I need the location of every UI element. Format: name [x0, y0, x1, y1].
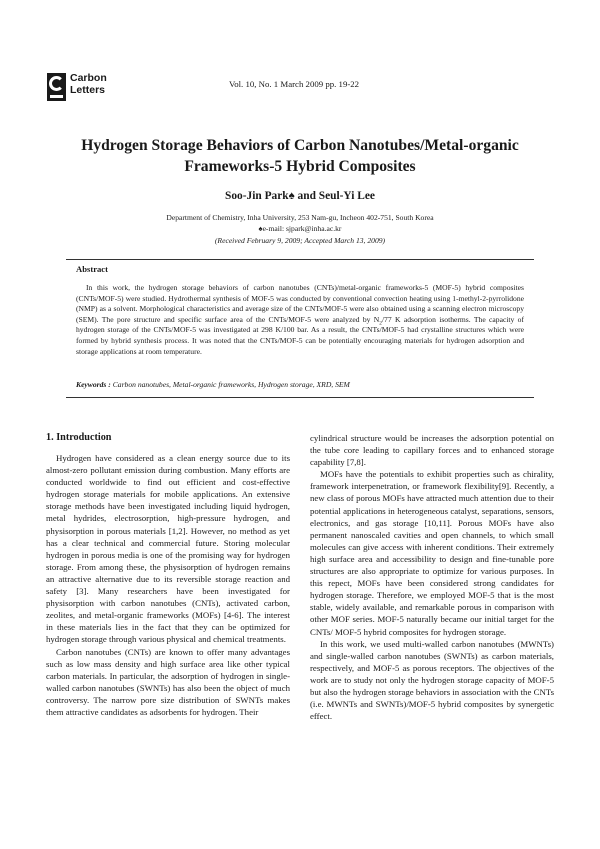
logo-text [70, 72, 107, 96]
abstract-top-rule [66, 259, 534, 260]
abstract-subscript: 2 [379, 320, 382, 327]
keywords-text: Carbon nanotubes, Metal-organic frameworks, Hydrogen storage, XRD, SEM [112, 380, 350, 389]
paragraph: Carbon nanotubes (CNTs) are known to offer many advantages such as low mass density and high surface area like other typical carbon materials. In particular, the adsorption of hydrogen in single-walled carbon nanotubes (SWNTs) has also been the object of much controversy. The narrow pore size distribution of SWNTs makes them attractive candidates as adsorbents for hydrogen. Their [46, 646, 290, 717]
abstract-bottom-rule [66, 397, 534, 398]
title-line-2: Frameworks-5 Hybrid Composites [184, 158, 416, 175]
authors: Soo-Jin Park♠ and Seul-Yi Lee [225, 190, 375, 202]
abstract-heading: Abstract [76, 264, 108, 274]
logo-line-2: Letters [70, 84, 106, 96]
journal-info: Vol. 10, No. 1 March 2009 pp. 19-22 [229, 79, 360, 89]
paragraph: cylindrical structure would be increases the adsorption potential on the tube core leading to capillary forces and to enhanced storage capability [7,8]. [310, 433, 554, 468]
keywords [76, 380, 524, 389]
abstract-text-part-2: /77 K adsorption isotherms. The capacity of hydrogen storage of the CNTs/MOF-5 was investigated at 298 K/100 bar. As a result, the CNTs/MOF-5 had crystalline structures which were formed by hybrid synthesis process. It was noted that the CNTs/MOF-5 can be potentially encouraging materials for hydrogen adsorption and storage applications at room temperature. [76, 314, 525, 356]
right-column [310, 432, 554, 722]
keywords-label: Keywords : [76, 380, 111, 389]
section-heading-introduction: 1. Introduction [46, 432, 112, 443]
received-dates: (Received February 9, 2009; Accepted March 13, 2009) [214, 235, 386, 245]
left-column [46, 452, 290, 718]
paragraph: MOFs have the potentials to exhibit properties such as chirality, framework interpenetration, or framework flexibility[9]. Recently, a new class of porous MOFs have attracted much attention due to their potential applications in heterogeneous catalyst, separations, sensors, electronics, and gas storage [10,11]. Porous MOFs have also permanent nanoscaled cavities and open channels, to which small molecules can give access with inherent conditions. Their extremely high surface area and accessibility to design and fine-tunable pore structures are also appropriate to optimize for various purposes. In this repect, MOFs have been considered strong candidates for hydrogen storage. Therefore, we employed MOF-5 that is the most stable, widely available, and remarkable porous in comparison with other MOF series. MOF-5 naturally became our initial target for the CNTs/ MOF-5 hybrid composites for hydrogen storage. [310, 469, 554, 637]
paragraph: In this work, we used multi-walled carbon nanotubes (MWNTs) and single-walled carbon nanotubes (SWNTs) as carbon materials, respectively, and MOF-5 as porous receptors. The objectives of the work are to study not only the hydrogen storage capacity of MOF-5 but also the hydrogen storage behaviors in association with the CNTs (i.e. MWNTs and SWNTs)/MOF-5 hybrid composites by synergetic effect. [310, 638, 554, 722]
title-line-1: Hydrogen Storage Behaviors of Carbon Nanotubes/Metal-organic [81, 137, 519, 154]
abstract-text [76, 283, 524, 357]
abstract-text-part-1: In this work, the hydrogen storage behaviors of carbon nanotubes (CNTs)/metal-organic frameworks-5 (MOF-5) hybrid composites (CNTs/MOF-5) were studied. Hydrothermal synthesis of MOF-5 was conducted by conventional convection heating using 1-methyl-2-pyrrolidone (NMP) as a solvent. Morphological characteristics and average size of the CNTs/MOF-5 were also obtained using a scanning electron microscopy (SEM). The pore structure and specific surface area of the CNTs/MOF-5 were analyzed by N [76, 283, 524, 324]
affiliation-block [40, 212, 560, 246]
affiliation-email: ♠e-mail: sjpark@inha.ac.kr [258, 224, 342, 234]
journal-logo [47, 72, 107, 101]
logo-line-1: Carbon [70, 72, 107, 84]
carbon-letters-logo-icon [47, 73, 66, 101]
paper-title [40, 135, 560, 177]
affiliation-dept: Department of Chemistry, Inha University, 253 Nam-gu, Incheon 402-751, South Korea [166, 213, 434, 222]
paragraph: Hydrogen have considered as a clean energy source due to its almost-zero pollutant emission during combustion. Many efforts are conducted worldwide to find out efficient and cost-effective hydrogen storage materials for mobile applications. An extensive storage methods have been investigated including liquid hydrogen, metal hydrides, electrosorption, high-pressure hydrogen, and physisorption in porous materials [1,2]. However, no method as yet has a clear technical and commercial future. Storing molecular hydrogen in porous media is one of the promising way for hydrogen storage. From among these, the physisorption of hydrogen remains an attractive alternative due to its reversible storage reaction and safety [3]. Many researchers have been investigated for physisorption with carbon nanotubes (CNTs), activated carbon, zeolites, and metal-organic frameworks (MOFs) [4-6]. The interest in these materials lies in the fact that they can be optimized for hydrogen storage through various physical and chemical treatments. [46, 453, 290, 645]
